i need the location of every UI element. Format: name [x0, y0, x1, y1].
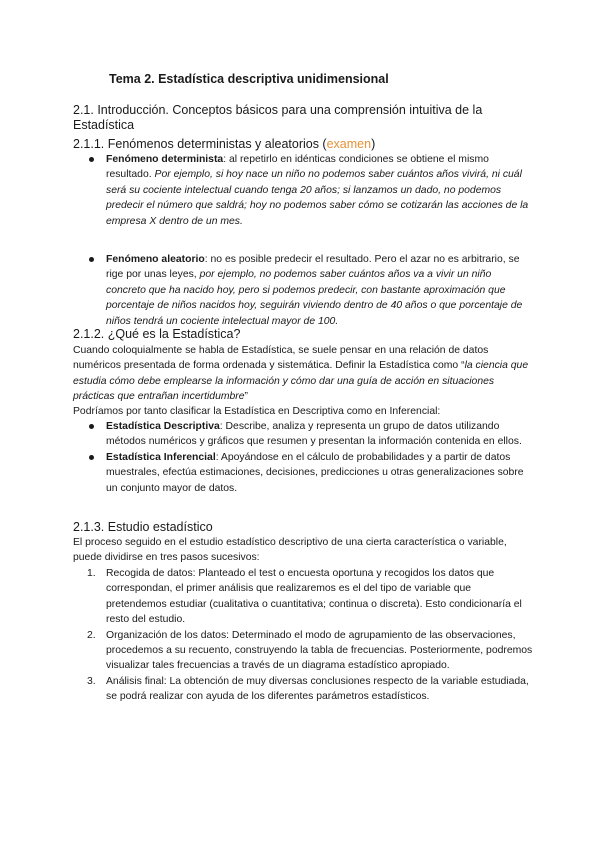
item-text: : no es posible predecir el resultado. Pero el azar no es arbitrario, se rige por unas leyes, — [106, 254, 520, 281]
classification-paragraph: Podríamos por tanto clasificar la Estadística en Descriptiva como en Inferencial: — [73, 406, 441, 417]
list-item — [73, 252, 533, 329]
statistics-types-list — [73, 419, 533, 496]
item-example: por ejemplo, no podemos saber cuántos años va a vivir un niño concreto que ha nacido hoy, pero si podemos predecir, con bastante aproximación que porcentaje de niños nacidos hoy, seguirán viviendo dentro de 40 años o que porcentaje de niños tendrá un cociente intelectual mayor de 100. — [106, 269, 523, 327]
list-item — [73, 419, 533, 450]
list-item — [73, 566, 533, 628]
step-text: Análisis final: La obtención de muy diversas conclusiones respecto de la variable estudiada, se podrá realizar con ayuda de los diferentes parámetros estadísticos. — [106, 675, 529, 703]
definition-quote: la ciencia que estudia cómo debe emplearse la información y cómo dar una guía de acción en situaciones prácticas que entrañan incertidumbre — [73, 360, 529, 403]
step-number: 3. — [87, 675, 96, 687]
process-steps-list — [73, 566, 533, 705]
process-intro-paragraph: El proceso seguido en el estudio estadístico descriptivo de una cierta característica o variable, puede dividirse en tres pasos sucesivos: — [73, 537, 507, 564]
section-heading-2-1-1 — [73, 137, 375, 152]
exam-tag: examen — [326, 137, 372, 151]
page-title: Tema 2. Estadística descriptiva unidimensional — [109, 72, 389, 86]
term-descriptiva: Estadística Descriptiva — [106, 421, 220, 432]
item-text: : Describe, analiza y representa un grupo de datos utilizando métodos numéricos y gráficos que resumen y presentan la información contenida en ellos. — [106, 421, 522, 448]
list-item — [73, 152, 533, 229]
term-determinista: Fenómeno determinista — [106, 154, 224, 165]
heading-text: 2.1.1. Fenómenos deterministas y aleatorios ( — [73, 137, 327, 151]
term-aleatorio: Fenómeno aleatorio — [106, 254, 205, 266]
term-inferencial: Estadística Inferencial — [106, 451, 216, 463]
section-heading-2-1: 2.1. Introducción. Conceptos básicos para una comprensión intuitiva de la Estadística — [73, 103, 483, 132]
step-text: Organización de los datos: Determinado el modo de agrupamiento de las observaciones, procedemos a su recuento, construyendo la tabla de frecuencias. Posteriormente, podremos visualizar tales frecuencias a través de un diagrama estadístico apropiado. — [106, 629, 533, 672]
item-example: Por ejemplo, si hoy nace un niño no podemos saber cuántos años vivirá, ni cuál será su cociente intelectual cuando tenga 20 años; si lanzamos un dado, no podemos predecir el número que saldrá; hoy no podemos saber cómo se cotizarán las acciones de la empresa X dentro de un mes. — [106, 169, 529, 227]
phenomena-list — [73, 152, 533, 329]
step-number: 2. — [87, 629, 96, 641]
section-heading-2-1-3: 2.1.3. Estudio estadístico — [73, 520, 213, 534]
step-text: Recogida de datos: Planteado el test o encuesta oportuna y recogidos los datos que correspondan, el primer análisis que realizaremos es el del tipo de variable que pretendemos estudiar (cualitativa o cuantitativa; continua o discreta). Esto condicionaría el resto del estudio. — [106, 568, 522, 626]
list-item — [73, 674, 533, 705]
item-text: : al repetirlo en idénticas condiciones se obtiene el mismo resultado. — [106, 154, 489, 181]
heading-close: ) — [371, 137, 376, 151]
list-item — [73, 628, 533, 674]
section-heading-2-1-2: 2.1.2. ¿Qué es la Estadística? — [73, 327, 241, 341]
quote-close: ” — [244, 391, 249, 403]
item-text: : Apoyándose en el cálculo de probabilidades y a partir de datos muestrales, efectúa estimaciones, decisiones, predicciones u otras generalizaciones sobre un conjunto mayor de datos. — [106, 451, 524, 494]
paragraph-text: Cuando coloquialmente se habla de Estadística, se suele pensar en una relación de datos numéricos presentada de forma ordenada y sistemática. Definir la Estadística como “ — [73, 345, 489, 372]
list-item — [73, 450, 533, 496]
definition-paragraph — [73, 343, 533, 405]
step-number: 1. — [87, 568, 96, 579]
